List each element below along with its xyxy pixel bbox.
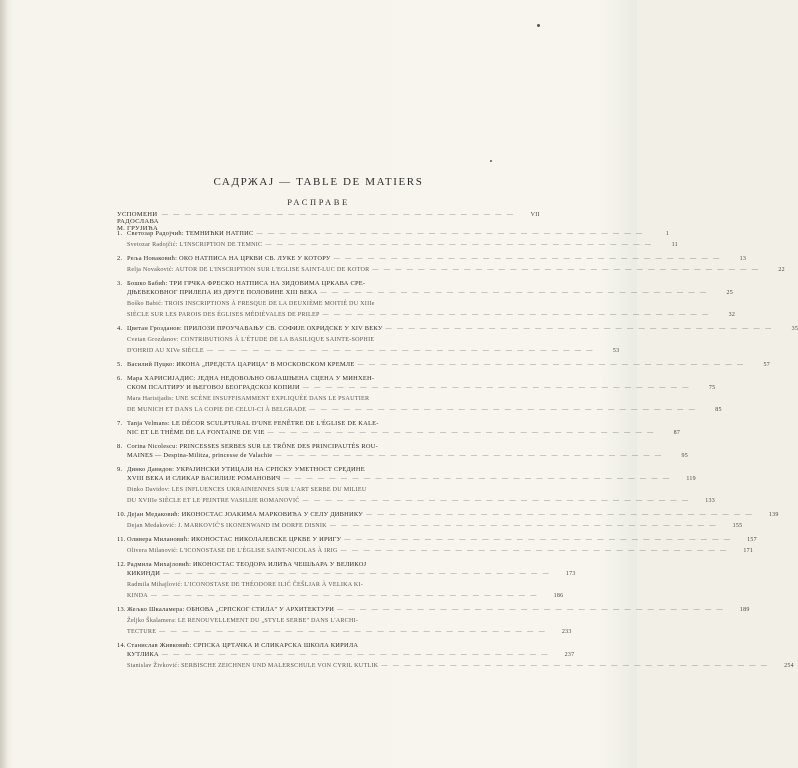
leader-dashes: — — — — — — — — — — — — — — — — — — — — — — — — — — — — — — — — — — [150,593,539,599]
leader-dashes: — — — — — — — — — — — — — — — — — — — — — — — — — — — — — — — — — — [309,407,697,413]
translation-page: 171 [743,548,754,554]
entry-page: 13 [739,256,747,262]
leader-dashes: — — — — — — — — — — — — — — — — — — — — — — — — — — — — — — — — — — [267,430,656,436]
entry-page: 189 [739,607,750,613]
entry-translation-line [117,581,497,590]
toc-entry [117,324,798,356]
page-title: САДРЖАЈ — TABLE DE MATIERS [213,176,424,188]
leader-dashes: — — — — — — — — — — — — — — — — — — — — — — — — — — — — — — — — — — [344,537,732,543]
entry-title: XVIII ВЕКА И СЛИКАР ВАСИЛИЈЕ РОМАНОВИЧ [127,475,281,482]
entry-title: Василий Пуцко: ИКОНА „ПРЕДСТА ЦАРИЦА" В МОСКОВСКОМ КРЕМЛЕ [127,361,355,368]
leader-dashes: — — — — — — — — — — — — — — — — — — — — — — — — — — — — — — — — — — [340,548,729,554]
entry-title: Рељa Новаковић: ОКО НАТПИСА НА ЦРКВИ СВ. ЛУКЕ У КОТОРУ [127,255,331,262]
translation-page: 32 [728,312,736,318]
entry-number: 4. [117,325,123,332]
entry-title: Динко Давидов: УКРАЈИНСКИ УТИЦАЈИ НА СРПСКУ УМЕТНОСТ СРЕДИНЕ [127,466,365,473]
leader-dashes: — — — — — — — — — — — — — — — — — — — — — — — — — — — — — — — — — — [322,312,711,318]
entry-translation-line [117,406,722,415]
entry-translation-line [117,311,736,320]
entry-line [117,374,497,383]
entry-title: MAINES — Despina-Militza, princesse de Valachie [127,452,273,459]
entry-line [117,560,497,569]
entry-line [117,474,696,484]
toc-intro [117,211,540,232]
leader-dashes: — — — — — — — — — — — — — — — — — — — — — — — — — — — — — — — — — — [163,571,551,577]
entry-number: 10. [117,511,126,518]
entry-translation-line [117,662,794,671]
entry-translation-line [117,300,497,309]
entry-title: Станислав Живковић: СРПСКА ЦРТАЧКА И СЛИКАРСКА ШКОЛА КИРИЛА [127,642,359,649]
translation-page: 233 [561,629,572,635]
entry-line [117,229,669,239]
entry-line [117,451,688,461]
leader-dashes: — — — — — — — — — — — — — — — — — — — — — — — — — — — — — — — — — — [265,242,653,248]
entry-page: 157 [747,537,757,543]
entry-title: КИКИНДИ [127,570,161,577]
entry-page: 237 [564,652,575,658]
entry-line [117,288,733,298]
toc-entry [117,510,779,531]
entry-line [117,419,497,428]
entry-line [117,254,747,264]
entry-translation-line [117,241,678,250]
entry-title: Tanja Velmans: LE DÉCOR SCULPTURAL D'UNE FENÊTRE DE L'ÉGLISE DE KALE- [127,420,379,427]
toc-entry [117,442,688,461]
entry-translation-line [117,628,572,637]
entry-translation-line [117,266,785,275]
ink-speck [537,24,540,27]
toc-entry [117,229,678,250]
entry-translation-line [117,347,620,356]
entry-title: Дејан Медаковић: ИКОНОСТАС ЈОАКИМА МАРКОВИЋА У СЕЛУ ДИВНИКУ [127,511,364,518]
entry-page: 95 [681,453,688,459]
entry-page: 35 [791,326,798,332]
entry-translation: SIÈCLE SUR LES PAROIS DES ÉGLISES MÉDIÉVALES DE PRILEP [127,312,320,318]
leader-dashes: — — — — — — — — — — — — — — — — — — — — — — — — — — — — — — — — — — [333,256,722,262]
entry-line [117,650,575,660]
toc-entry [117,560,576,601]
entry-title: Жељко Шкаламера: ОБНОВА „СРПСКОГ СТИЛА" У АРХИТЕКТУРИ [127,606,335,613]
leader-dashes: — — — — — — — — — — — — — — — — — — — — — — — — — — — — — — — — — — [302,498,691,504]
entry-number: 14. [117,642,126,649]
toc-entry [117,279,736,320]
translation-page: 155 [732,523,743,529]
toc-entry [117,535,757,556]
entry-translation: Cvetan Grozdanov: CONTRIBUTIONS À L'ÉTUDE DE LA BASILIQUE SAINTE-SOPHIE [127,337,375,343]
translation-page: 22 [778,267,785,273]
toc-entry [117,360,771,370]
entry-number: 8. [117,443,123,450]
entry-title: Светозар Радојчић: ТЕМНИЋКИ НАТПИС [127,230,254,237]
entry-page: 119 [686,476,696,482]
entry-number: 5. [117,361,123,368]
entry-number: 9. [117,466,123,473]
leader-dashes: — — — — — — — — — — — — — — — — — — — — — — — — — — — — — — — — — — [385,326,774,332]
intro-page: VII [530,212,540,218]
entry-translation: Dinko Davidov: LES INFLUENCES UKRAINIENNES SUR L'ART SERBE DU MILIEU [127,487,367,493]
entry-title: Оливера Милановић: ИКОНОСТАС НИКОЛАЈЕВСКЕ ЦРКВЕ У ИРИГУ [127,536,342,543]
leader-dashes: — — — — — — — — — — — — — — — — — — — — — — — — — — — — — — — [161,212,515,218]
translation-page: 11 [671,242,678,248]
entry-number: 11. [117,536,126,543]
spine-shadow [0,0,8,768]
entry-translation-line [117,395,497,404]
entry-title: СКОМ ПСАЛТИРУ И ЊЕГОВОЈ БЕОГРАДСКОЈ КОПИЈИ [127,384,300,391]
leader-dashes: — — — — — — — — — — — — — — — — — — — — — — — — — — — — — — — — — — [161,652,550,658]
intro-text: УСПОМЕНИ РАДОСЛАВА М. ГРУЈИЋА [117,211,159,232]
leader-dashes: — — — — — — — — — — — — — — — — — — — — — — — — — — — — — — — — — — [159,629,547,635]
entry-title: Цветан Грозданов: ПРИЛОЗИ ПРОУЧАВАЊУ СВ. СОФИЈЕ ОХРИДСКЕ У XIV ВЕКУ [127,325,383,332]
entry-translation-line [117,617,497,626]
entry-page: 1 [665,231,669,237]
entry-line [117,383,716,393]
toc-entry [117,374,722,415]
toc-entry [117,419,681,438]
entry-translation: Dejan Medaković: J. MARKOVIĆ'S IKONENWAND IM DORFE DISNIK [127,523,327,529]
entry-translation: Relja Novaković: AUTOR DE L'INSCRIPTION SUR L'EGLISE SAINT-LUC DE KOTOR [127,267,370,273]
leader-dashes: — — — — — — — — — — — — — — — — — — — — — — — — — — — — — — — — — — [329,523,718,529]
entry-translation-line [117,486,497,495]
entry-line [117,428,681,438]
toc-entry [117,605,750,637]
entry-translation: D'OHRID AU XIVe SIÈCLE [127,348,204,354]
entry-title: Марa ХАРИСИЈАДИС: ЈЕДНА НЕДОВОЉНО ОБЈАШЊЕНА СЦЕНА У МИНХЕН- [127,375,375,382]
entry-translation: Mara Harisijadis: UNE SCÈNE INSUFFISAMMENT EXPLIQUÉE DANS LE PSAUTIER [127,396,370,402]
entry-line [117,324,798,334]
entry-number: 12. [117,561,126,568]
leader-dashes: — — — — — — — — — — — — — — — — — — — — — — — — — — — — — — — — — — [381,663,769,669]
entry-title: NIC ET LE THÈME DE LA FONTAINE DE VIE [127,429,265,436]
entry-number: 2. [117,255,123,262]
entry-title: Corina Nicolescu: PRINCESSES SERBES SUR LE TRÔNE DES PRINCIPAUTÉS ROU- [127,443,378,450]
toc-entries [117,229,798,671]
entry-page: 25 [726,290,733,296]
entry-title: ДЊЕВЕКОВНОГ ПРИЛЕПА ИЗ ДРУГЕ ПОЛОВИНЕ XIII ВЕКА [127,289,318,296]
entry-title: КУТЛИКА [127,651,159,658]
leader-dashes: — — — — — — — — — — — — — — — — — — — — — — — — — — — — — — — — — — [337,607,725,613]
entry-translation: DU XVIIIe SIÈCLE ET LE PEINTRE VASILIJE ROMANOVIĆ [127,498,300,504]
entry-number: 13. [117,606,126,613]
leader-dashes: — — — — — — — — — — — — — — — — — — — — — — — — — — — — — — — — — — [256,231,644,237]
leader-dashes: — — — — — — — — — — — — — — — — — — — — — — — — — — — — — — — — — — [206,348,595,354]
translation-page: 53 [612,348,620,354]
entry-translation: Radmila Mihajlović: L'ICONOSTASE DE THÉODORE ILIĆ ČEŠLJAR À VELIKA KI- [127,582,364,588]
entry-line [117,569,576,579]
entry-title: Бошко Бабић: ТРИ ГРЧКА ФРЕСКО НАТПИСА НА ЗИДОВИМА ЦРКАВА СРЕ- [127,280,366,287]
entry-translation: Svetozar Radojčić: L'INSCRIPTION DE TEMNIC [127,242,263,248]
ink-speck [490,160,492,162]
leader-dashes: — — — — — — — — — — — — — — — — — — — — — — — — — — — — — — — — — — [275,453,663,459]
entry-translation-line [117,547,754,556]
entry-translation: KINDA [127,593,148,599]
entry-translation-line [117,522,743,531]
entry-number: 7. [117,420,123,427]
entry-translation: Olivera Milanović: L'ICONOSTASE DE L'ÉGLISE SAINT-NICOLAS À IRIG [127,548,338,554]
entry-page: 75 [708,385,716,391]
entry-title: Радмила Михајловић: ИКОНОСТАС ТЕОДОРА ИЛИЋА ЧЕШЉАРА У ВЕЛИКОЈ [127,561,367,568]
leader-dashes: — — — — — — — — — — — — — — — — — — — — — — — — — — — — — — — — — — [302,385,691,391]
entry-translation: Boško Babić: TROIS INSCRIPTIONS À FRESQUE DE LA DEUXIÈME MOITIÉ DU XIIIe [127,301,375,307]
entry-translation: TECTURE [127,629,157,635]
leader-dashes: — — — — — — — — — — — — — — — — — — — — — — — — — — — — — — — — — — [283,476,671,482]
entry-translation: DE MUNICH ET DANS LA COPIE DE CELUI-CI À BELGRADE [127,407,307,413]
leader-dashes: — — — — — — — — — — — — — — — — — — — — — — — — — — — — — — — — — — [357,362,746,368]
leader-dashes: — — — — — — — — — — — — — — — — — — — — — — — — — — — — — — — — — — [320,290,708,296]
entry-page: 87 [673,430,681,436]
entry-line [117,510,779,520]
entry-translation: Stanislav Živković: SERBISCHE ZEICHNEN UND MALERSCHULE VON CYRIL KUTLIK [127,663,379,669]
entry-line [117,442,497,451]
entry-translation-line [117,592,564,601]
entry-line [117,360,771,370]
entry-number: 6. [117,375,123,382]
entry-page: 139 [768,512,779,518]
entry-number: 3. [117,280,123,287]
entry-line [117,641,497,650]
translation-page: 133 [705,498,716,504]
translation-page: 254 [784,663,794,669]
toc-entry [117,641,794,671]
leader-dashes: — — — — — — — — — — — — — — — — — — — — — — — — — — — — — — — — — — [372,267,760,273]
entry-line [117,605,750,615]
entry-translation-line [117,497,716,506]
translation-page: 85 [715,407,722,413]
section-heading: РАСПРАВЕ [287,197,350,207]
toc-entry [117,254,785,275]
entry-translation-line [117,336,497,345]
entry-line [117,465,497,474]
toc-entry [117,465,716,506]
entry-number: 1. [117,230,123,237]
translation-page: 186 [553,593,564,599]
entry-translation: Željko Škalamera: LE RENOUVELLEMENT DU „STYLE SERBE" DANS L'ARCHI- [127,618,359,624]
entry-line [117,535,757,545]
entry-page: 173 [565,571,576,577]
entry-page: 57 [763,362,771,368]
entry-line [117,279,497,288]
leader-dashes: — — — — — — — — — — — — — — — — — — — — — — — — — — — — — — — — — — [366,512,754,518]
table-of-contents [117,211,798,671]
